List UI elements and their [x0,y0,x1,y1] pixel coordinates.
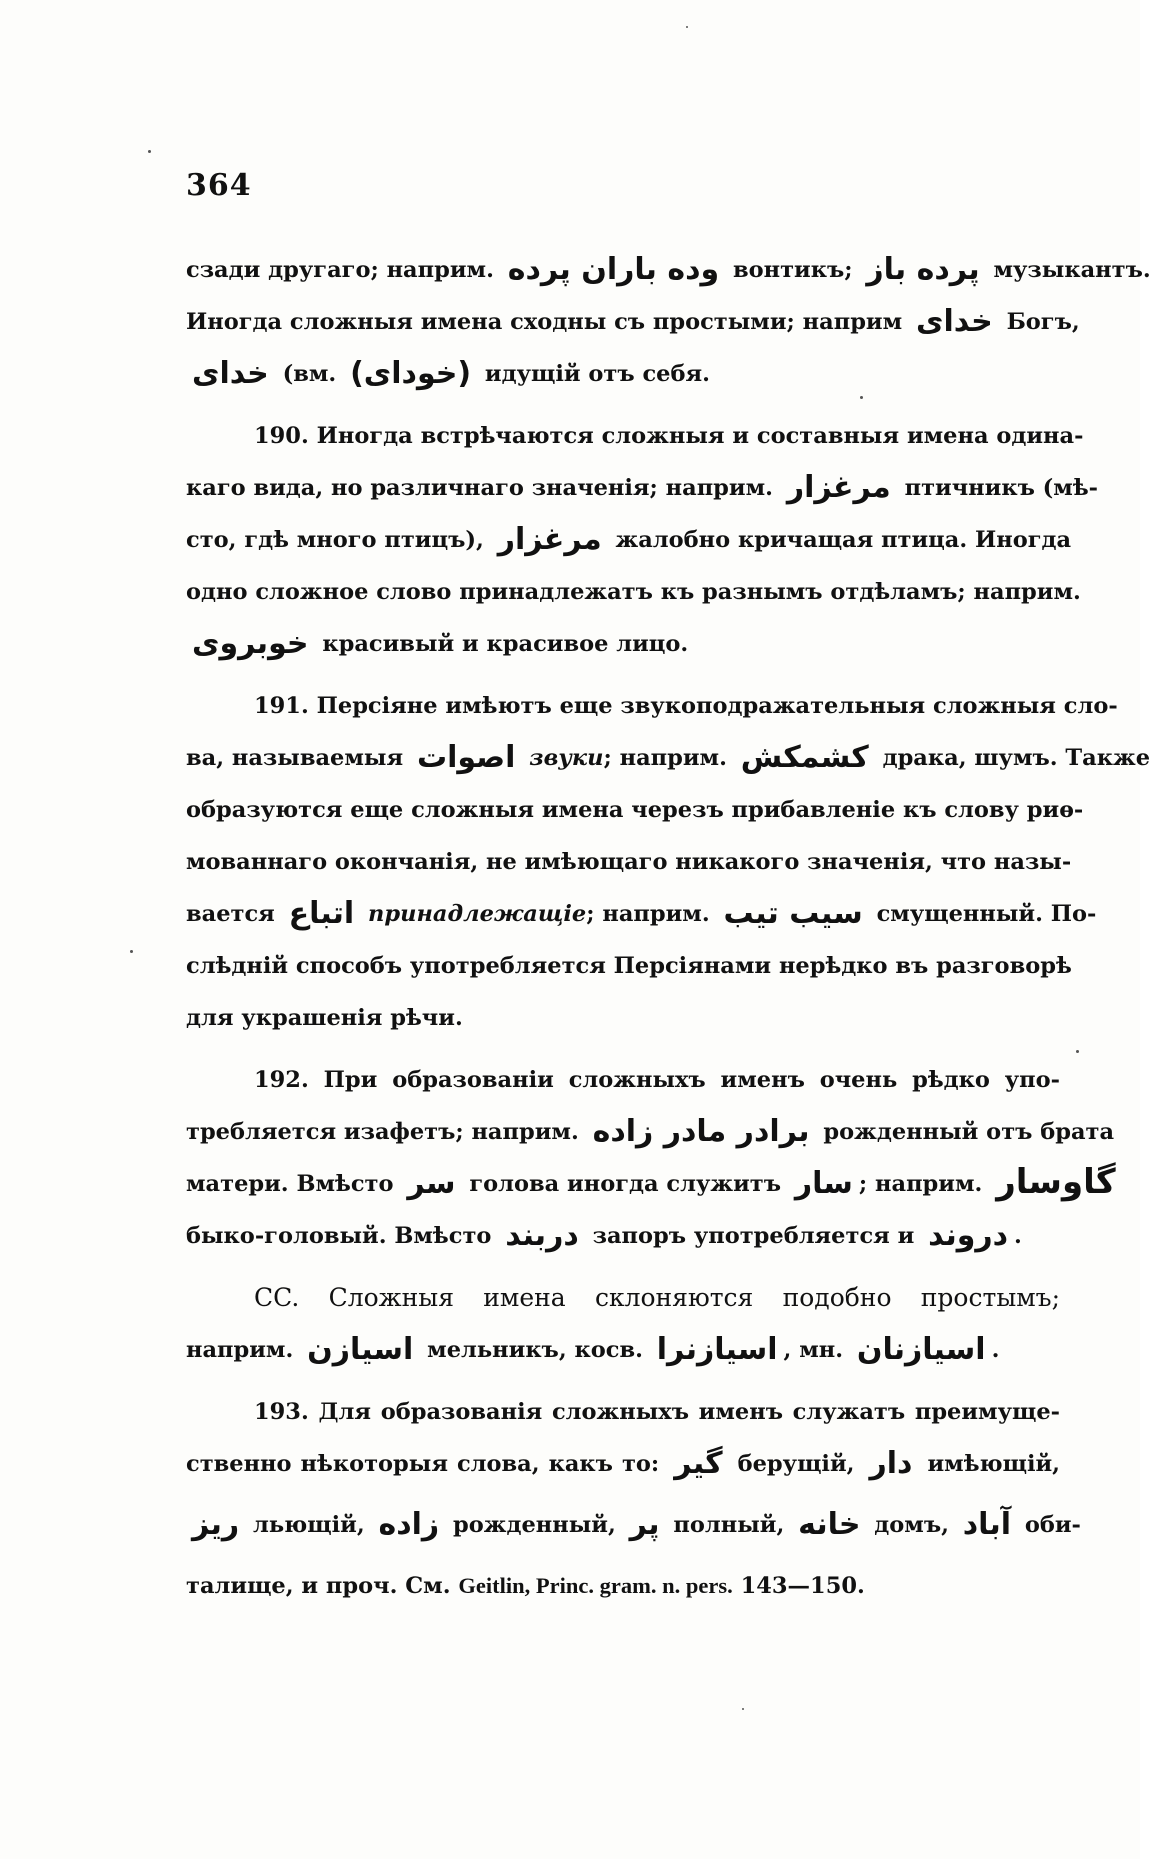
persian-word: گیر [674,1446,723,1481]
text-line [186,1438,1060,1490]
persian-word: دار [869,1446,913,1481]
text-segment [360,901,368,927]
persian-word: (خودای) [350,356,472,391]
text-segment: оби- [1017,1512,1081,1538]
text-line [186,1106,1115,1158]
text-segment: идущій отъ себя. [477,361,710,387]
text-segment: . [991,1337,1000,1363]
text-segment: ственно нѣкоторыя слова, какъ то: [186,1451,669,1477]
persian-word: دربند [505,1218,579,1253]
scan-speck [1076,1050,1079,1053]
text-segment: 143—150. [732,1573,865,1599]
text-segment: CC. Сложныя имена склоняются подобно простымъ; [254,1283,1060,1312]
text-segment: жалобно кричащая птица. Иногда [607,527,1072,553]
text-segment: . [1014,1223,1022,1249]
text-segment: мельникъ, косв. [419,1337,651,1363]
text-segment: талище, и проч. См. [186,1573,459,1599]
persian-word: زاده [378,1507,440,1542]
text-segment: требляется изафетъ; наприм. [186,1119,587,1145]
persian-word: گاوسار [996,1162,1116,1202]
text-line [186,732,1151,784]
scan-speck [860,396,863,399]
text-segment: смущенный. По- [868,901,1097,927]
page-number: 364 [186,168,252,203]
paragraph-193-start [186,1386,1060,1438]
text-segment: быко-головый. Вмѣсто [186,1223,500,1249]
persian-word: پر [629,1507,660,1542]
paragraph-190-start [186,410,1084,462]
italic-term: принадлежащіе [368,901,587,927]
scan-speck [742,1708,744,1710]
text-segment: ; наприм. [603,745,735,771]
persian-word: سار [794,1166,853,1201]
text-segment: для украшенія рѣчи. [186,1005,463,1031]
paragraph-192-start [186,1054,1060,1106]
text-segment: Иногда сложныя имена сходны съ простыми; наприм [186,309,910,335]
text-segment: одно сложное слово принадлежатъ къ разнымъ отдѣламъ; наприм. [186,579,1081,605]
text-line [186,1324,1060,1376]
text-segment: вается [186,901,283,927]
text-segment: берущій, [728,1451,864,1477]
persian-word: برادر مادر زاده [592,1114,810,1149]
persian-word: مرغزار [786,470,891,505]
paragraph-191-start [186,680,1118,732]
text-segment: 193. Для образованія сложныхъ именъ служатъ преимуще- [254,1399,1060,1425]
persian-word: خدای [916,304,993,339]
text-segment: ва, называемыя [186,745,411,771]
text-line [186,836,1072,888]
persian-word: خدای [192,356,269,391]
text-segment: 190. Иногда встрѣчаются сложныя и составныя имена одина- [254,423,1084,449]
persian-word: سر [407,1166,456,1201]
text-segment: мованнаго окончанія, не имѣющаго никакого значенія, что назы- [186,849,1072,875]
text-segment: ; наприм. [858,1171,991,1197]
text-segment: музыкантъ. [985,257,1151,283]
text-line [186,1490,1081,1560]
text-segment: матери. Вмѣсто [186,1171,402,1197]
text-line [186,348,1060,400]
text-segment: полный, [665,1512,793,1538]
text-line [186,244,1151,296]
text-segment: каго вида, но различнаго значенія; наприм. [186,475,781,501]
text-segment: , мн. [783,1337,851,1363]
text-segment: 191. Персіяне имѣютъ еще звукоподражательныя сложныя сло- [254,693,1118,719]
persian-word: اسیازنرا [656,1332,778,1367]
text-segment: красивый и красивое лицо. [314,631,689,657]
persian-word: ریز [192,1507,240,1542]
text-segment: рожденный отъ брата [815,1119,1115,1145]
text-segment: слѣдній способъ употребляется Персіянами нерѣдко въ разговорѣ [186,953,1072,979]
persian-word: پرده باز [866,252,980,287]
persian-word: مرغزار [497,522,602,557]
text-segment: ; наприм. [586,901,718,927]
persian-word: سیب تیب [723,896,863,931]
text-segment: образуются еще сложныя имена черезъ прибавленіе къ слову риѳ- [186,797,1084,823]
text-segment: Богъ, [998,309,1080,335]
persian-word: اصوات [416,740,516,775]
text-line [186,784,1084,836]
text-segment: голова иногда служитъ [461,1171,789,1197]
text-line [186,1210,1060,1262]
text-line [186,992,1060,1044]
persian-word: کشمکش [740,740,869,775]
persian-word: دروند [928,1218,1009,1253]
text-segment: драка, шумъ. Также [874,745,1151,771]
text-segment: птичникъ (мѣ- [896,475,1099,501]
text-segment: имѣющій, [918,1451,1061,1477]
scan-speck [130,950,133,953]
text-line [186,462,1099,514]
text-segment: 192. При образованіи сложныхъ именъ очень рѣдко упо- [254,1067,1060,1093]
text-segment: вонтикъ; [725,257,861,283]
persian-word: وده باران پرده [507,252,720,287]
text-segment: сто, гдѣ много птицъ), [186,527,492,553]
italic-term: звуки [529,745,604,771]
text-line [186,296,1080,348]
text-segment: сзади другаго; наприм. [186,257,502,283]
persian-word: اتباع [288,896,355,931]
text-segment: домъ, [866,1512,957,1538]
persian-word: آباد [962,1507,1011,1542]
citation: Geitlin, Princ. gram. n. pers. [458,1573,733,1598]
text-line [186,1158,1116,1210]
text-line [186,566,1081,618]
body-text [186,244,1151,1612]
persian-word: خانه [798,1507,861,1542]
text-segment: рожденный, [445,1512,624,1538]
text-segment: льющій, [245,1512,373,1538]
text-segment: запоръ употребляется и [584,1223,923,1249]
text-line [186,940,1072,992]
persian-word: اسیازن [307,1332,414,1367]
text-segment: (вм. [274,361,345,387]
persian-word: اسیازنان [856,1332,986,1367]
persian-word: خوبروی [192,626,309,661]
scan-speck [148,150,151,153]
text-line [186,618,1060,670]
text-line [186,888,1097,940]
text-segment: наприм. [186,1337,302,1363]
text-line [186,1560,1060,1612]
text-line [186,514,1072,566]
scan-speck [686,26,688,28]
paragraph-cc-start [186,1272,1060,1324]
